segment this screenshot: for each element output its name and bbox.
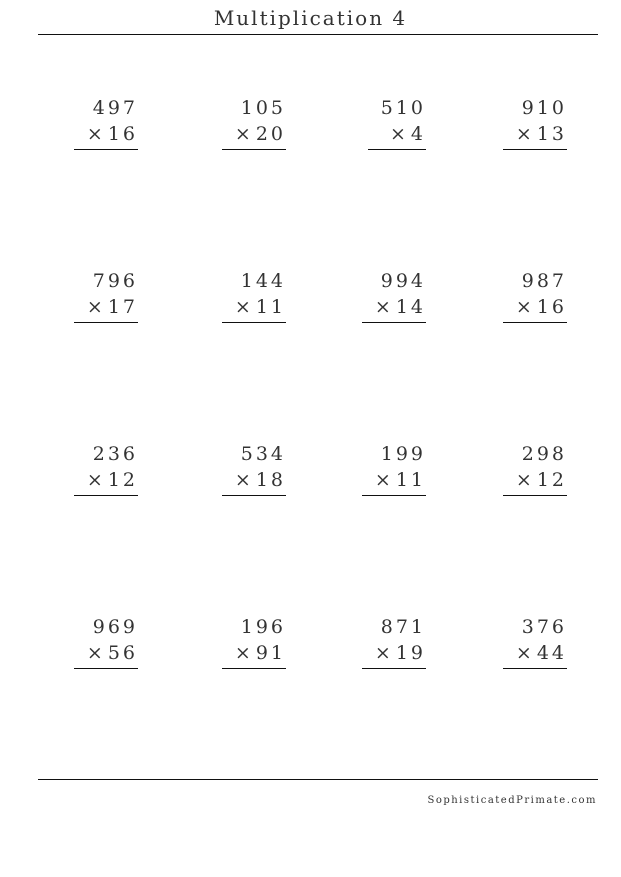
- problem: [222, 441, 286, 496]
- problem: [74, 441, 138, 496]
- multiplier-line: [362, 467, 426, 493]
- multiplicand: 796: [92, 270, 138, 292]
- answer-line: [74, 668, 138, 669]
- times-sign: ×: [234, 642, 254, 664]
- multiplicand: 987: [521, 270, 567, 292]
- multiplier-line: [362, 640, 426, 666]
- answer-line: [74, 322, 138, 323]
- times-sign: ×: [374, 642, 394, 664]
- problem: [362, 614, 426, 669]
- multiplicand: 298: [521, 443, 567, 465]
- answer-line: [222, 668, 286, 669]
- footer-divider: [38, 779, 598, 780]
- problem: [362, 441, 426, 496]
- footer-credit: SophisticatedPrimate.com: [427, 795, 597, 806]
- answer-line: [368, 149, 426, 150]
- multiplier: 20: [255, 123, 286, 145]
- multiplier: 13: [536, 123, 567, 145]
- multiplier: 17: [107, 296, 138, 318]
- multiplier-line: [222, 467, 286, 493]
- multiplier: 11: [255, 296, 286, 318]
- multiplicand: 105: [240, 97, 286, 119]
- multiplier: 12: [536, 469, 567, 491]
- problem: [503, 441, 567, 496]
- multiplicand: 236: [92, 443, 138, 465]
- problem: [503, 95, 567, 150]
- multiplier: 44: [536, 642, 567, 664]
- multiplier: 12: [107, 469, 138, 491]
- problem: [503, 614, 567, 669]
- multiplicand: 994: [380, 270, 426, 292]
- problem: [362, 95, 426, 150]
- times-sign: ×: [234, 296, 254, 318]
- multiplier: 4: [410, 123, 426, 145]
- times-sign: ×: [234, 469, 254, 491]
- problem: [222, 614, 286, 669]
- problem: [503, 268, 567, 323]
- multiplier: 56: [107, 642, 138, 664]
- multiplier: 16: [107, 123, 138, 145]
- answer-line: [362, 668, 426, 669]
- multiplier-line: [222, 121, 286, 147]
- multiplicand: 144: [240, 270, 286, 292]
- times-sign: ×: [374, 296, 394, 318]
- multiplier-line: [503, 294, 567, 320]
- multiplicand: 497: [92, 97, 138, 119]
- times-sign: ×: [86, 123, 106, 145]
- multiplier: 18: [255, 469, 286, 491]
- answer-line: [503, 495, 567, 496]
- times-sign: ×: [86, 642, 106, 664]
- multiplier-line: [74, 467, 138, 493]
- multiplicand: 199: [380, 443, 426, 465]
- answer-line: [503, 149, 567, 150]
- times-sign: ×: [389, 123, 409, 145]
- answer-line: [503, 668, 567, 669]
- multiplier-line: [503, 467, 567, 493]
- problem: [222, 268, 286, 323]
- worksheet-title: Multiplication 4: [213, 6, 408, 30]
- multiplicand: 376: [521, 616, 567, 638]
- problem: [74, 614, 138, 669]
- answer-line: [362, 322, 426, 323]
- answer-line: [362, 495, 426, 496]
- multiplicand: 534: [240, 443, 286, 465]
- multiplier-line: [74, 294, 138, 320]
- multiplier: 16: [536, 296, 567, 318]
- multiplier: 19: [395, 642, 426, 664]
- multiplier: 14: [395, 296, 426, 318]
- header-divider: [38, 34, 598, 35]
- multiplier: 11: [395, 469, 426, 491]
- multiplicand: 510: [380, 97, 426, 119]
- answer-line: [222, 322, 286, 323]
- answer-line: [74, 495, 138, 496]
- multiplier-line: [368, 121, 426, 147]
- multiplier-line: [222, 640, 286, 666]
- multiplicand: 871: [380, 616, 426, 638]
- answer-line: [503, 322, 567, 323]
- times-sign: ×: [515, 642, 535, 664]
- multiplicand: 969: [92, 616, 138, 638]
- multiplicand: 910: [521, 97, 567, 119]
- problem: [362, 268, 426, 323]
- multiplier-line: [503, 640, 567, 666]
- multiplier-line: [503, 121, 567, 147]
- times-sign: ×: [374, 469, 394, 491]
- multiplicand: 196: [240, 616, 286, 638]
- times-sign: ×: [515, 123, 535, 145]
- multiplier: 91: [255, 642, 286, 664]
- times-sign: ×: [515, 296, 535, 318]
- times-sign: ×: [86, 469, 106, 491]
- problem: [74, 268, 138, 323]
- multiplier-line: [222, 294, 286, 320]
- times-sign: ×: [234, 123, 254, 145]
- multiplier-line: [74, 640, 138, 666]
- problem: [222, 95, 286, 150]
- multiplier-line: [362, 294, 426, 320]
- answer-line: [222, 495, 286, 496]
- times-sign: ×: [515, 469, 535, 491]
- answer-line: [222, 149, 286, 150]
- answer-line: [74, 149, 138, 150]
- times-sign: ×: [86, 296, 106, 318]
- problem: [74, 95, 138, 150]
- multiplier-line: [74, 121, 138, 147]
